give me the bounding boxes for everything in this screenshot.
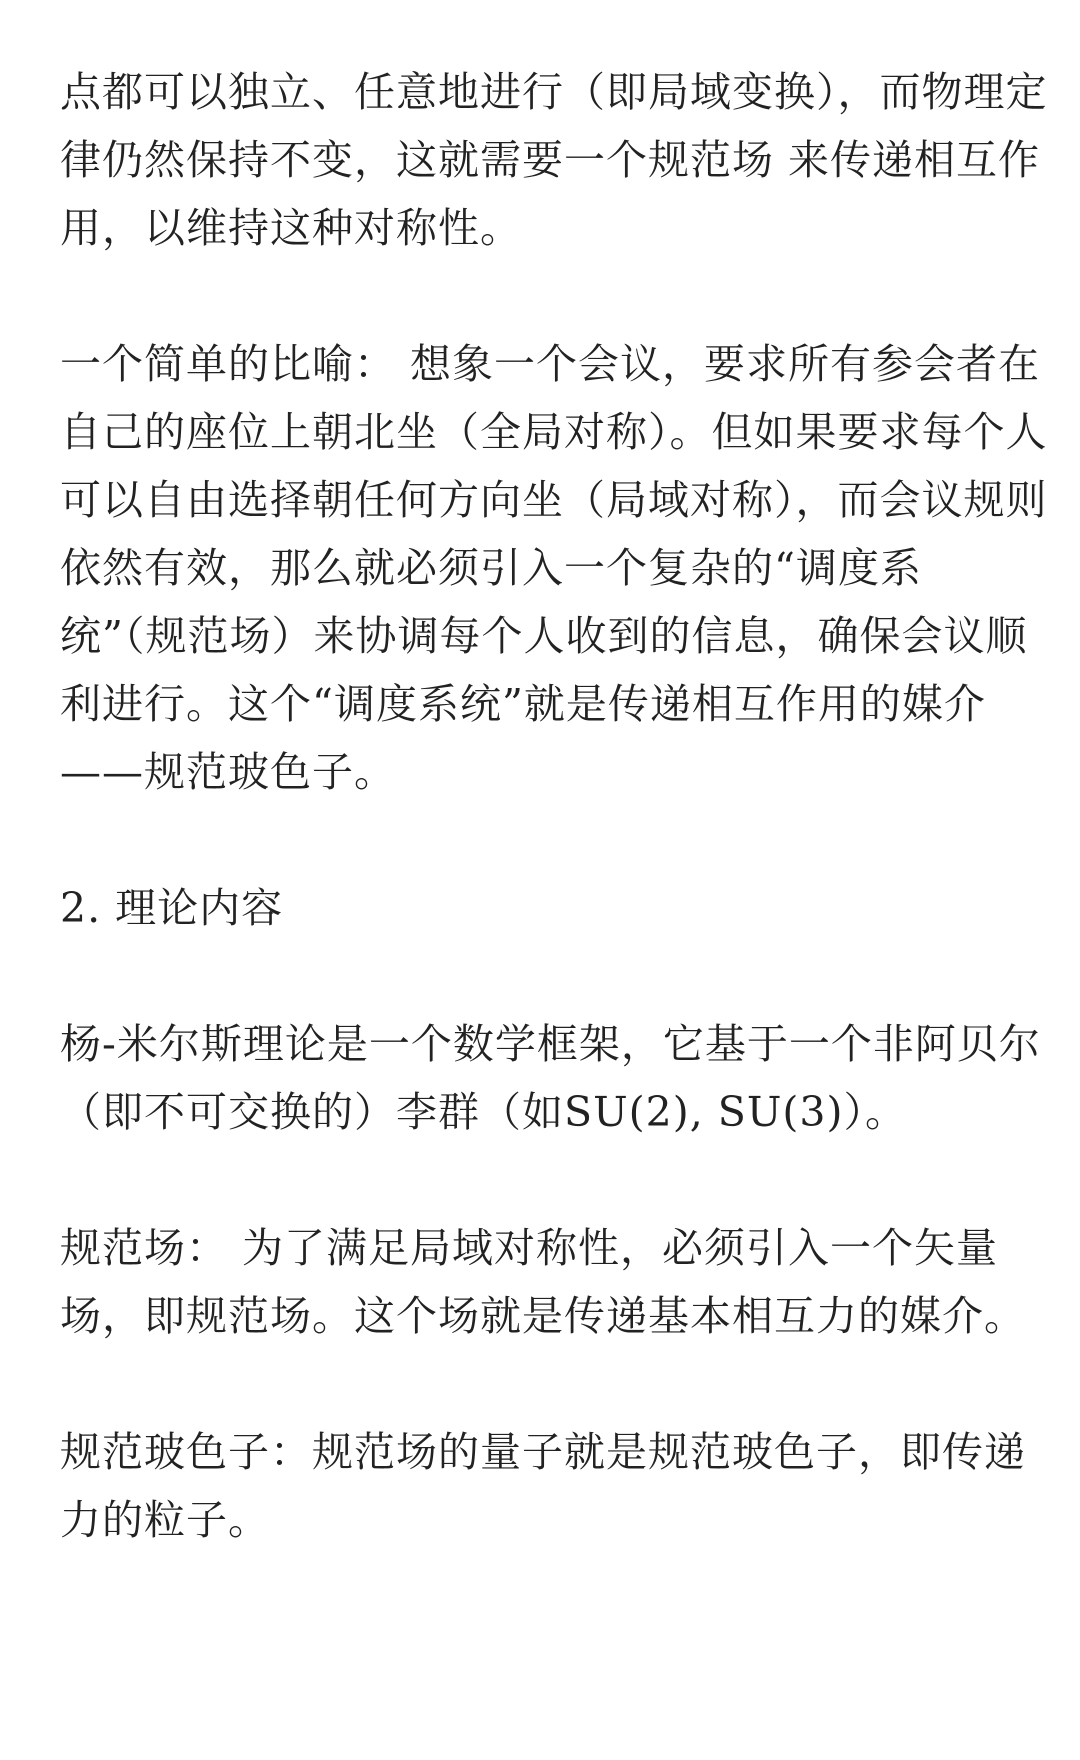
text-line: 利进行。这个“调度系统”就是传递相互作用的媒介: [60, 680, 986, 728]
paragraph-spacer: [60, 262, 1020, 330]
paragraph-analogy: [60, 330, 1048, 806]
paragraph-spacer: [60, 806, 1020, 874]
paragraph-gauge-boson: [60, 1418, 1026, 1554]
text-line: 依然有效，那么就必须引入一个复杂的“调度系: [60, 544, 922, 592]
paragraph-spacer: [60, 1350, 1020, 1418]
paragraph-gauge-field: [60, 1214, 1026, 1350]
text-line: 律仍然保持不变，这就需要一个规范场 来传递相互作: [60, 136, 1041, 184]
text-line: 统”（规范场）来协调每个人收到的信息，确保会议顺: [60, 612, 1028, 660]
text-line: 可以自由选择朝任何方向坐（局域对称），而会议规则: [60, 476, 1048, 524]
paragraph-spacer: [60, 942, 1020, 1010]
section-heading-text: 2. 理论内容: [60, 884, 284, 932]
article-body: [60, 58, 1048, 1554]
text-line: 力的粒子。: [60, 1496, 270, 1544]
section-heading: [60, 874, 1020, 942]
text-line: 场，即规范场。这个场就是传递基本相互力的媒介。: [60, 1292, 1026, 1340]
text-line: 自己的座位上朝北坐（全局对称）。但如果要求每个人: [60, 408, 1048, 456]
paragraph-intro-continuation: [60, 58, 1048, 262]
text-line: 一个简单的比喻： 想象一个会议，要求所有参会者在: [60, 340, 1041, 388]
text-line: 点都可以独立、任意地进行（即局域变换），而物理定: [60, 68, 1048, 116]
paragraph-spacer: [60, 1146, 1020, 1214]
text-line: 规范玻色子：规范场的量子就是规范玻色子，即传递: [60, 1428, 1026, 1476]
paragraph-yang-mills: [60, 1010, 1041, 1146]
text-line: 规范场： 为了满足局域对称性，必须引入一个矢量: [60, 1224, 999, 1272]
text-line: 杨-米尔斯理论是一个数学框架，它基于一个非阿贝尔: [60, 1020, 1041, 1068]
text-line: 用，以维持这种对称性。: [60, 204, 522, 252]
text-line: （即不可交换的）李群（如SU(2), SU(3)）。: [60, 1088, 907, 1136]
text-line: ——规范玻色子。: [60, 748, 396, 796]
